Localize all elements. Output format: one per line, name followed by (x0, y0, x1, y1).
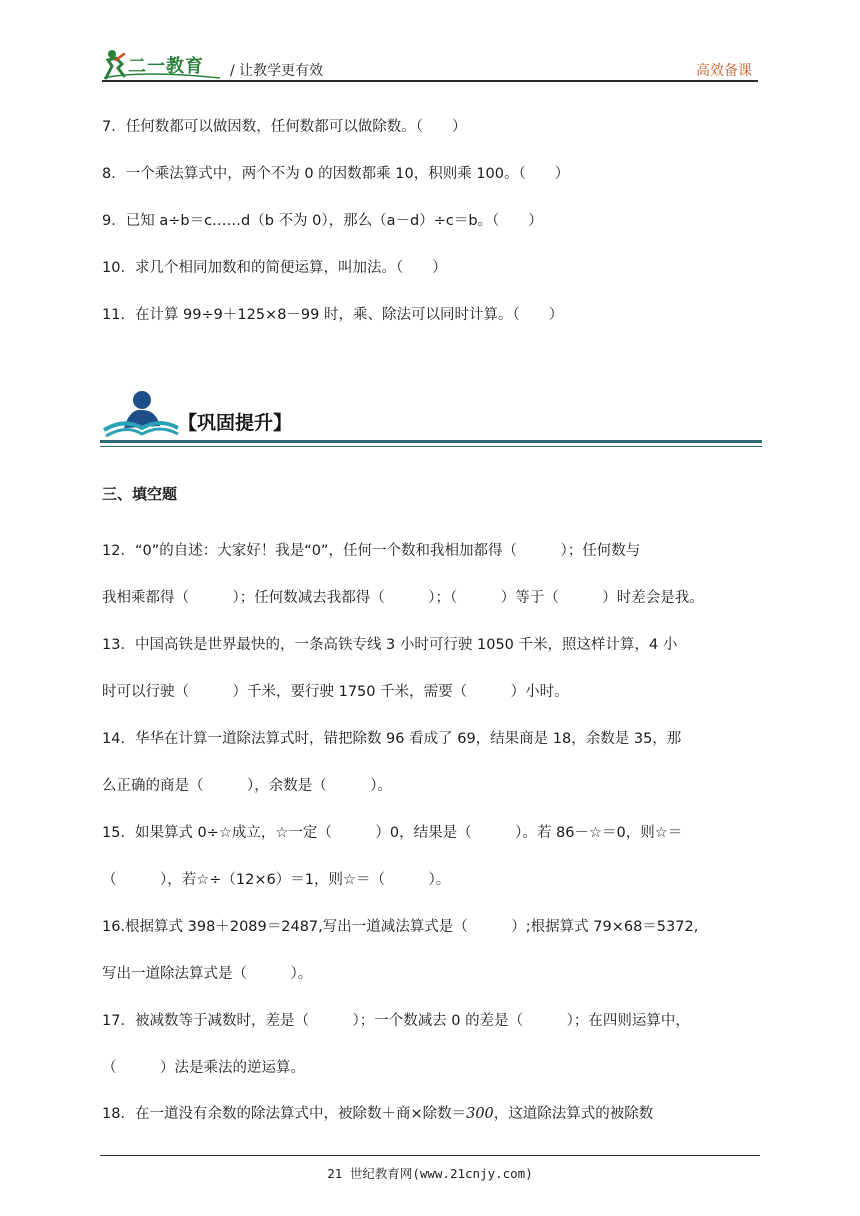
question-11: 11．在计算 99÷9＋125×8－99 时，乘、除法可以同时计算。（ ） (102, 307, 564, 323)
question-10: 10．求几个相同加数和的简便运算，叫加法。（ ） (102, 260, 447, 276)
header-slogan: / 让教学更有效 (230, 63, 324, 79)
question-15-line2: （ ），若☆÷（12×6）＝1，则☆＝（ ）。 (102, 872, 451, 888)
banner-line-thin (100, 446, 762, 447)
question-12-line1: 12．“0”的自述：大家好！我是“0”，任何一个数和我相加都得（ ）；任何数与 (102, 543, 641, 559)
question-16-line1: 16.根据算式 398＋2089＝2487,写出一道减法算式是（ ）;根据算式 79×68＝5372, (102, 919, 699, 935)
logo-text: 二一教育 (128, 56, 204, 77)
reader-book-icon (100, 388, 180, 440)
question-18-math-value: 300 (466, 1106, 494, 1122)
question-18-line1 (102, 1104, 653, 1124)
question-15-line1: 15．如果算式 0÷☆成立，☆一定（ ）0，结果是（ ）。若 86－☆＝0，则☆＝ (102, 825, 683, 841)
question-17-line2: （ ）法是乘法的逆运算。 (102, 1060, 305, 1076)
question-18-text-b: ，这道除法算式的被除数 (493, 1106, 654, 1122)
question-17-line1: 17．被减数等于减数时，差是（ ）；一个数减去 0 的差是（ ）；在四则运算中， (102, 1013, 690, 1029)
footer-divider (100, 1155, 760, 1156)
question-7: 7．任何数都可以做因数，任何数都可以做除数。（ ） (102, 119, 467, 135)
header-tag: 高效备课 (696, 63, 752, 79)
question-9: 9．已知 a÷b＝c……d（b 不为 0），那么（a－d）÷c＝b。（ ） (102, 213, 543, 229)
section-banner (100, 388, 762, 450)
question-13-line2: 时可以行驶（ ）千米，要行驶 1750 千米，需要（ ）小时。 (102, 684, 569, 700)
page-footer: 21 世纪教育网(www.21cnjy.com) (327, 1166, 533, 1181)
header-divider (102, 80, 758, 82)
question-12-line2: 我相乘都得（ ）；任何数减去我都得（ ）；（ ）等于（ ）时差会是我。 (102, 590, 704, 606)
banner-line-thick (100, 440, 762, 443)
section-heading: 三、填空题 (102, 485, 178, 503)
question-18-text-a: 18．在一道没有余数的除法算式中，被除数＋商×除数＝ (102, 1106, 467, 1122)
question-13-line1: 13．中国高铁是世界最快的，一条高铁专线 3 小时可行驶 1050 千米，照这样计算，4 小 (102, 637, 678, 653)
question-16-line2: 写出一道除法算式是（ ）。 (102, 966, 313, 982)
banner-title: 【巩固提升】 (178, 412, 293, 434)
question-14-line1: 14．华华在计算一道除法算式时，错把除数 96 看成了 69，结果商是 18，余数是 35，那 (102, 731, 682, 747)
question-8: 8．一个乘法算式中，两个不为 0 的因数都乘 10，积则乘 100。（ ） (102, 166, 570, 182)
question-14-line2: 么正确的商是（ ），余数是（ ）。 (102, 778, 392, 794)
page-header (102, 46, 758, 82)
